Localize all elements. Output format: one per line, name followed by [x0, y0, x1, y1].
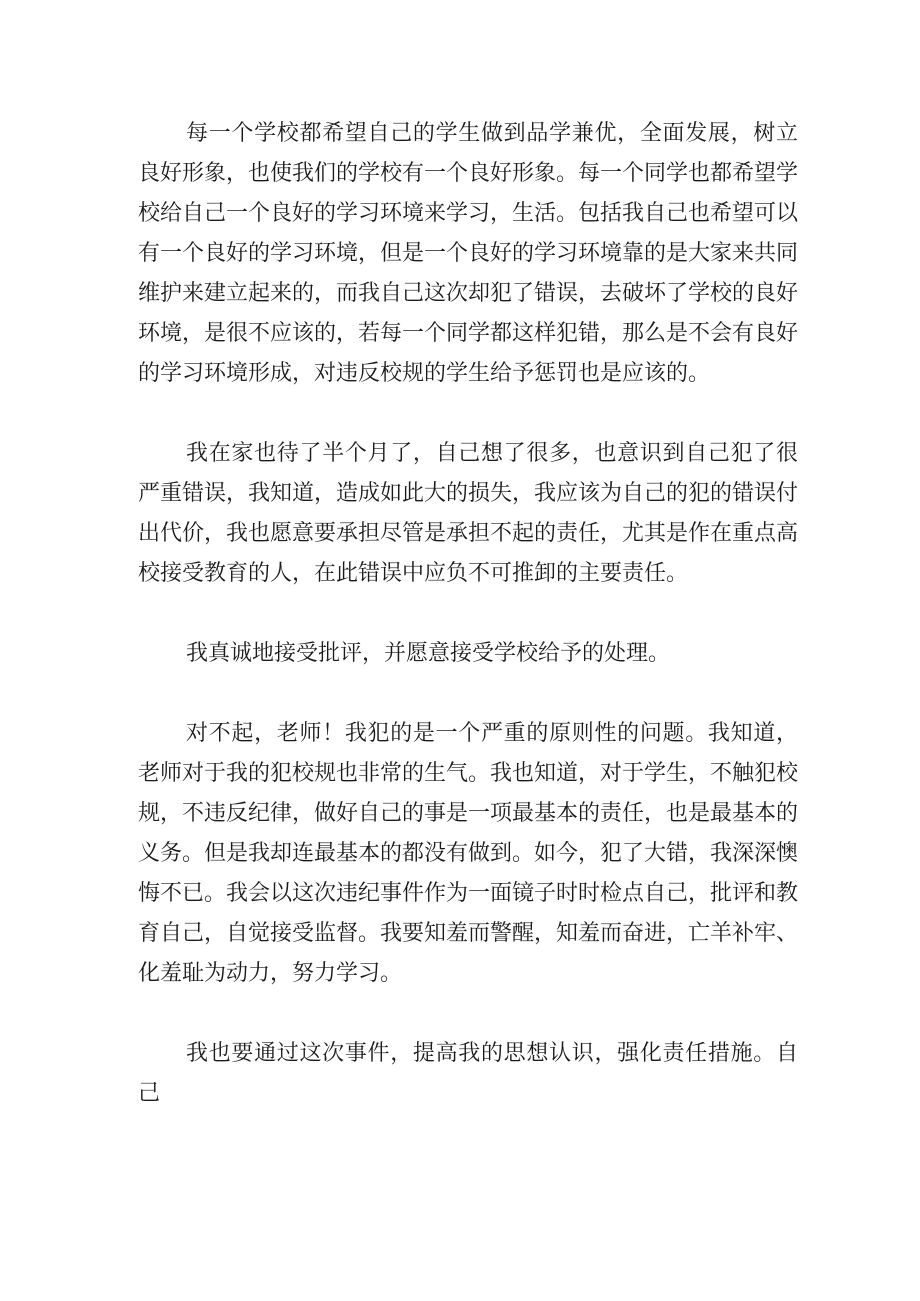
paragraph-1: 每一个学校都希望自己的学生做到品学兼优，全面发展，树立良好形象，也使我们的学校有一个良好形象。每一个同学也都希望学校给自己一个良好的学习环境来学习，生活。包括我自己也希望可以有一个良好的学习环境，但是一个良好的学习环境靠的是大家来共同维护来建立起来的，而我自己这次却犯了错误，去破坏了学校的良好环境，是很不应该的，若每一个同学都这样犯错，那么是不会有良好的学习环境形成，对违反校规的学生给予惩罚也是应该的。: [138, 121, 799, 386]
paragraph-2: 我在家也待了半个月了，自己想了很多，也意识到自己犯了很严重错误，我知道，造成如此大的损失，我应该为自己的犯的错误付出代价，我也愿意要承担尽管是承担不起的责任，尤其是作在重点高校接受教育的人，在此错误中应负不可推卸的主要责任。: [138, 441, 799, 586]
paragraph-4: 对不起，老师！我犯的是一个严重的原则性的问题。我知道，老师对于我的犯校规也非常的生气。我也知道，对于学生，不触犯校规，不违反纪律，做好自己的事是一项最基本的责任，也是最基本的义务。但是我却连最基本的都没有做到。如今，犯了大错，我深深懊悔不已。我会以这次违纪事件作为一面镜子时时检点自己，批评和教育自己，自觉接受监督。我要知羞而警醒，知羞而奋进，亡羊补牢、化羞耻为动力，努力学习。: [138, 721, 799, 986]
document-body: [138, 114, 798, 1114]
paragraph-3: 我真诚地接受批评，并愿意接受学校给予的处理。: [186, 641, 671, 666]
paragraph-5: 我也要通过这次事件，提高我的思想认识，强化责任措施。自己: [138, 1041, 798, 1106]
